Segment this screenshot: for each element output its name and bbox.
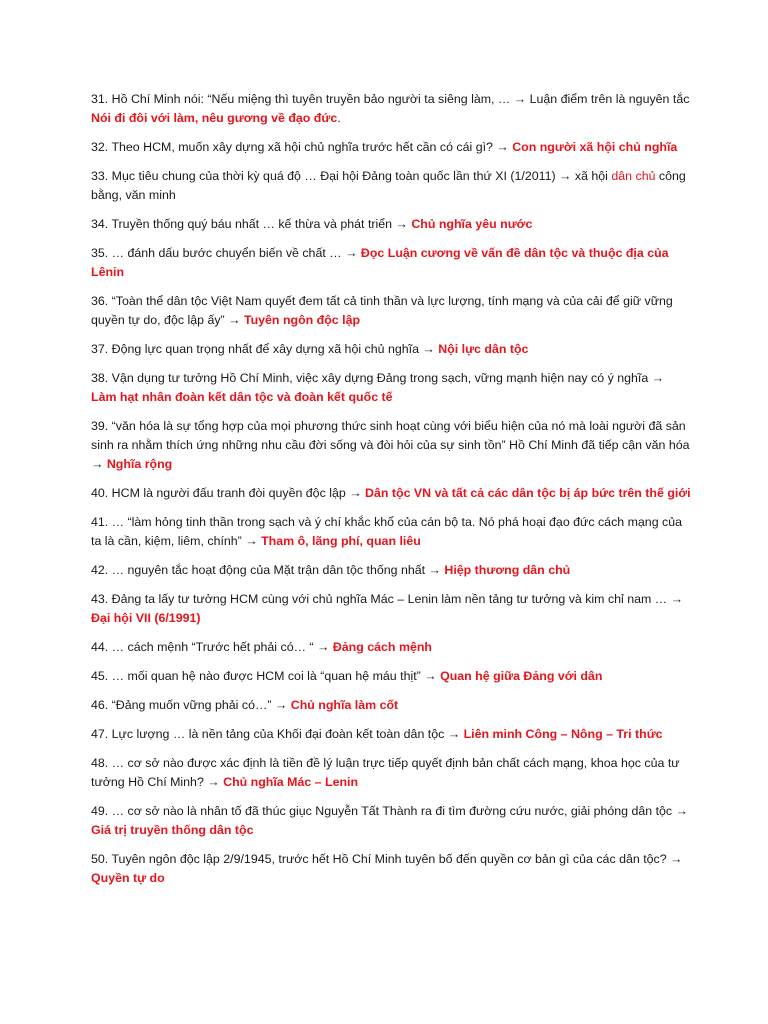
answer-text: Tuyên ngôn độc lập — [243, 313, 361, 327]
question-item — [91, 138, 691, 157]
question-text: 46. “Đảng muốn vững phải có…” → — [91, 698, 291, 712]
question-item — [91, 590, 691, 628]
question-text: 48. … cơ sở nào được xác định là tiền đề lý luận trực tiếp quyết định bản chất cách mạng, khoa học của tư tưởng Hồ Chí Minh? → — [91, 756, 680, 789]
question-text: 47. Lực lượng … là nền tảng của Khối đại đoàn kết toàn dân tộc → — [91, 727, 464, 741]
answer-text: Làm hạt nhân đoàn kết dân tộc và đoàn kết quốc tế — [91, 390, 393, 404]
question-item — [91, 513, 691, 551]
question-text: 31. Hồ Chí Minh nói: “Nếu miệng thì tuyên truyền bảo người ta siêng làm, … → Luận điểm trên là nguyên tắc — [91, 92, 690, 106]
question-text: 45. … mối quan hệ nào được HCM coi là “quan hệ máu thịt” → — [91, 669, 441, 683]
question-item — [91, 667, 691, 686]
answer-text: Chủ nghĩa làm cốt — [290, 698, 399, 712]
question-item — [91, 90, 691, 128]
answer-text: Nói đi đôi với làm, nêu gương về đạo đức — [91, 111, 338, 125]
question-text: 36. “Toàn thể dân tộc Việt Nam quyết đem tất cả tinh thần và lực lượng, tính mạng và của cải để giữ vững quyền tự do, độc lập ấy” → — [91, 294, 673, 327]
question-item — [91, 696, 691, 715]
answer-text: Quyền tự do — [91, 871, 165, 885]
question-item — [91, 484, 691, 503]
highlight-text: dân chủ — [611, 169, 656, 183]
question-text: 44. … cách mệnh “Trước hết phải có… “ → — [91, 640, 333, 654]
answer-text: Dân tộc VN và tất cả các dân tộc bị áp bức trên thế giới — [365, 486, 691, 500]
answer-text: Đảng cách mệnh — [332, 640, 432, 654]
tail-text: . — [337, 111, 341, 125]
question-text: 34. Truyền thống quý báu nhất … kế thừa và phát triển → — [91, 217, 412, 231]
question-item — [91, 215, 691, 234]
question-text: 49. … cơ sở nào là nhân tố đã thúc giục Nguyễn Tất Thành ra đi tìm đường cứu nước, giải phóng dân tộc → — [91, 804, 688, 818]
answer-text: Giá trị truyền thống dân tộc — [91, 823, 254, 837]
tail-text: công bằng, văn minh — [91, 169, 686, 202]
question-text: 42. … nguyên tắc hoạt động của Mặt trận dân tộc thống nhất → — [91, 563, 445, 577]
answer-text: Đại hội VII (6/1991) — [91, 611, 201, 625]
answer-text: Tham ô, lãng phí, quan liêu — [261, 534, 421, 548]
question-text: 35. … đánh dấu bước chuyển biến về chất … → — [91, 246, 361, 260]
question-item — [91, 244, 691, 282]
answer-text: Chủ nghĩa yêu nước — [411, 217, 533, 231]
question-text: 39. “văn hóa là sự tổng hợp của mọi phương thức sinh hoạt cùng với biểu hiện của nó mà loài người đã sản sinh ra nhằm thích ứng những nhu cầu đời sống và đòi hỏi của sự sinh tồn” Hồ Chí Minh đã tiếp cận văn hóa → — [91, 419, 690, 471]
question-item — [91, 369, 691, 407]
question-text: 50. Tuyên ngôn độc lập 2/9/1945, trước hết Hồ Chí Minh tuyên bố đến quyền cơ bản gì của các dân tộc? → — [91, 852, 683, 866]
question-item — [91, 417, 691, 474]
question-text: 33. Mục tiêu chung của thời kỳ quá độ … Đại hội Đảng toàn quốc lần thứ XI (1/2011) → xã hội — [91, 169, 612, 183]
answer-text: Nội lực dân tộc — [438, 342, 529, 356]
question-text: 40. HCM là người đấu tranh đòi quyền độc lập → — [91, 486, 366, 500]
question-text: 41. … “làm hỏng tinh thần trong sạch và ý chí khắc khổ của cán bộ ta. Nó phá hoại đạo đức cách mạng của ta là cần, kiệm, liêm, chính” → — [91, 515, 683, 548]
question-item — [91, 340, 691, 359]
question-item — [91, 167, 691, 205]
question-item — [91, 292, 691, 330]
question-item — [91, 725, 691, 744]
question-text: 32. Theo HCM, muốn xây dựng xã hội chủ nghĩa trước hết cần có cái gì? → — [91, 140, 513, 154]
question-item — [91, 802, 691, 840]
answer-text: Chủ nghĩa Mác – Lenin — [223, 775, 359, 789]
answer-text: Liên minh Công – Nông – Tri thức — [463, 727, 663, 741]
question-item — [91, 638, 691, 657]
answer-text: Con người xã hội chủ nghĩa — [512, 140, 678, 154]
question-item — [91, 561, 691, 580]
answer-text: Quan hệ giữa Đảng với dân — [440, 669, 603, 683]
question-text: 37. Động lực quan trọng nhất để xây dựng xã hội chủ nghĩa → — [91, 342, 439, 356]
answer-text: Hiệp thương dân chủ — [444, 563, 571, 577]
answer-text: Nghĩa rộng — [106, 457, 173, 471]
question-text: 38. Vận dụng tư tưởng Hồ Chí Minh, việc xây dựng Đảng trong sạch, vững mạnh hiện nay có ý nghĩa → — [91, 371, 665, 385]
answer-text: Đọc Luận cương về vấn đề dân tộc và thuộc địa của Lênin — [91, 246, 669, 279]
question-text: 43. Đảng ta lấy tư tưởng HCM cùng với chủ nghĩa Mác – Lenin làm nền tảng tư tưởng và kim chỉ nam … → — [91, 592, 683, 606]
question-item — [91, 754, 691, 792]
question-item — [91, 850, 691, 888]
document-page — [91, 90, 691, 898]
